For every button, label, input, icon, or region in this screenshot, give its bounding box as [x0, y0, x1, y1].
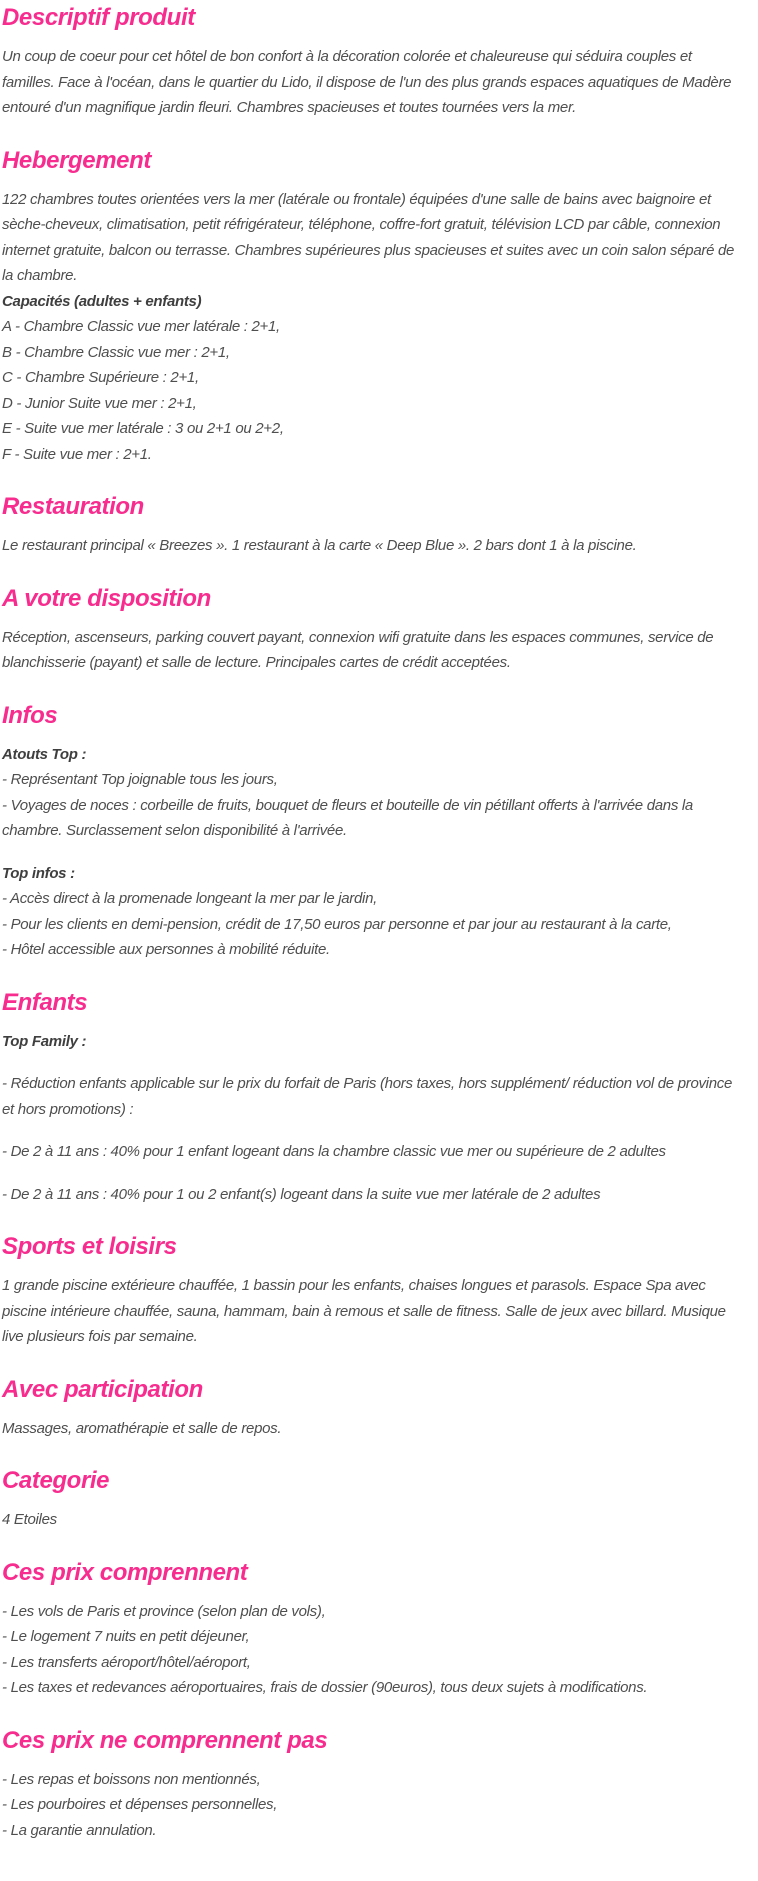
- section-title-sports-et-loisirs: Sports et loisirs: [2, 1233, 177, 1260]
- paragraph: [2, 1139, 744, 1165]
- text-line: Massages, aromathérapie et salle de repos.: [2, 1419, 282, 1437]
- section-avec-participation: [2, 1376, 744, 1442]
- text-line: - Représentant Top joignable tous les jours,: [2, 771, 278, 788]
- section-title-hebergement: Hebergement: [2, 146, 151, 174]
- text-line: - Accès direct à la promenade longeant la mer par le jardin,: [2, 890, 377, 907]
- paragraph: [2, 1273, 744, 1350]
- section-title-a-votre-disposition: A votre disposition: [2, 584, 211, 612]
- paragraph: [2, 625, 744, 676]
- section-a-votre-disposition: [2, 585, 744, 676]
- section-ces-prix-ne-comprennent-pas: [2, 1727, 744, 1844]
- text-line: 4 Etoiles: [2, 1511, 57, 1528]
- section-hebergement: [2, 147, 744, 468]
- sub-heading: Atouts Top :: [2, 745, 87, 763]
- paragraph: [2, 1071, 744, 1122]
- paragraph: [2, 1029, 744, 1055]
- paragraph: [2, 1599, 744, 1701]
- text-line: - Le logement 7 nuits en petit déjeuner,: [2, 1628, 250, 1645]
- section-title-avec-participation: Avec participation: [2, 1375, 203, 1403]
- text-line: B - Chambre Classic vue mer : 2+1,: [2, 343, 230, 361]
- text-line: D - Junior Suite vue mer : 2+1,: [2, 394, 197, 412]
- section-title-ces-prix-ne-comprennent-pas: Ces prix ne comprennent pas: [2, 1726, 328, 1754]
- section-sports-et-loisirs: [2, 1233, 744, 1350]
- text-line: - Voyages de noces : corbeille de fruits, bouquet de fleurs et bouteille de vin pétillant offerts à l'arrivée dans la chambre. Surclassement selon disponibilité à l'arrivée.: [2, 796, 693, 839]
- section-ces-prix-comprennent: [2, 1559, 744, 1701]
- text-line: - Les taxes et redevances aéroportuaires, frais de dossier (90euros), tous deux sujets à modifications.: [2, 1679, 648, 1696]
- section-title-descriptif-produit: Descriptif produit: [2, 4, 195, 31]
- paragraph: [2, 1767, 744, 1844]
- text-line: - Réduction enfants applicable sur le prix du forfait de Paris (hors taxes, hors supplément/ réduction vol de province et hors promotions) :: [2, 1075, 733, 1118]
- section-title-ces-prix-comprennent: Ces prix comprennent: [2, 1558, 248, 1586]
- text-line: C - Chambre Supérieure : 2+1,: [2, 369, 199, 386]
- text-line: - Les vols de Paris et province (selon plan de vols),: [2, 1602, 326, 1620]
- paragraph: [2, 187, 744, 468]
- text-line: - Les pourboires et dépenses personnelles,: [2, 1796, 278, 1813]
- text-line: - De 2 à 11 ans : 40% pour 1 ou 2 enfant(s) logeant dans la suite vue mer latérale de 2 adultes: [2, 1185, 601, 1203]
- section-enfants: [2, 989, 744, 1208]
- section-descriptif-produit: [2, 4, 744, 121]
- paragraph: [2, 742, 744, 844]
- section-infos: [2, 702, 744, 963]
- paragraph: [2, 1416, 744, 1442]
- section-title-restauration: Restauration: [2, 493, 144, 520]
- text-line: F - Suite vue mer : 2+1.: [2, 445, 152, 463]
- paragraph: [2, 44, 744, 121]
- text-line: Le restaurant principal « Breezes ». 1 restaurant à la carte « Deep Blue ». 2 bars dont 1 à la piscine.: [2, 537, 637, 554]
- sub-heading: Top infos :: [2, 864, 75, 882]
- text-line: E - Suite vue mer latérale : 3 ou 2+1 ou 2+2,: [2, 420, 284, 437]
- text-line: 1 grande piscine extérieure chauffée, 1 bassin pour les enfants, chaises longues et parasols. Espace Spa avec piscine intérieure chauffée, sauna, hammam, bain à remous et salle de fitness. Salle de jeux avec billard. Musique live plusieurs fois par semaine.: [2, 1277, 726, 1345]
- section-title-enfants: Enfants: [2, 988, 88, 1016]
- sub-heading: Capacités (adultes + enfants): [2, 292, 202, 310]
- text-line: Réception, ascenseurs, parking couvert payant, connexion wifi gratuite dans les espaces communes, service de blanchisserie (payant) et salle de lecture. Principales cartes de crédit acceptées.: [2, 628, 714, 671]
- section-restauration: [2, 493, 744, 559]
- paragraph: [2, 1507, 744, 1533]
- text-line: A - Chambre Classic vue mer latérale : 2+1,: [2, 318, 280, 335]
- text-line: - Pour les clients en demi-pension, crédit de 17,50 euros par personne et par jour au restaurant à la carte,: [2, 915, 672, 933]
- text-line: - De 2 à 11 ans : 40% pour 1 enfant logeant dans la chambre classic vue mer ou supérieure de 2 adultes: [2, 1143, 666, 1160]
- text-line: Un coup de coeur pour cet hôtel de bon confort à la décoration colorée et chaleureuse qui séduira couples et familles. Face à l'océan, dans le quartier du Lido, il dispose de l'un des plus grands espaces aquatiques de Madère entouré d'un magnifique jardin fleuri. Chambres spacieuses et toutes tournées vers la mer.: [2, 48, 732, 116]
- paragraph: [2, 533, 744, 559]
- section-categorie: [2, 1467, 744, 1533]
- text-line: - Les repas et boissons non mentionnés,: [2, 1770, 261, 1788]
- section-title-categorie: Categorie: [2, 1467, 110, 1494]
- text-line: - Hôtel accessible aux personnes à mobilité réduite.: [2, 941, 330, 958]
- paragraph: [2, 1182, 744, 1208]
- sub-heading: Top Family :: [2, 1032, 87, 1050]
- text-line: - Les transferts aéroport/hôtel/aéroport,: [2, 1653, 251, 1671]
- text-line: 122 chambres toutes orientées vers la mer (latérale ou frontale) équipées d'une salle de bains avec baignoire et sèche-cheveux, climatisation, petit réfrigérateur, téléphone, coffre-fort gratuit, télévision LCD par câble, connexion internet gratuite, balcon ou terrasse. Chambres supérieures plus spacieuses et suites avec un coin salon séparé de la chambre.: [2, 190, 735, 284]
- text-line: - La garantie annulation.: [2, 1821, 157, 1839]
- section-title-infos: Infos: [2, 701, 58, 729]
- paragraph: [2, 861, 744, 963]
